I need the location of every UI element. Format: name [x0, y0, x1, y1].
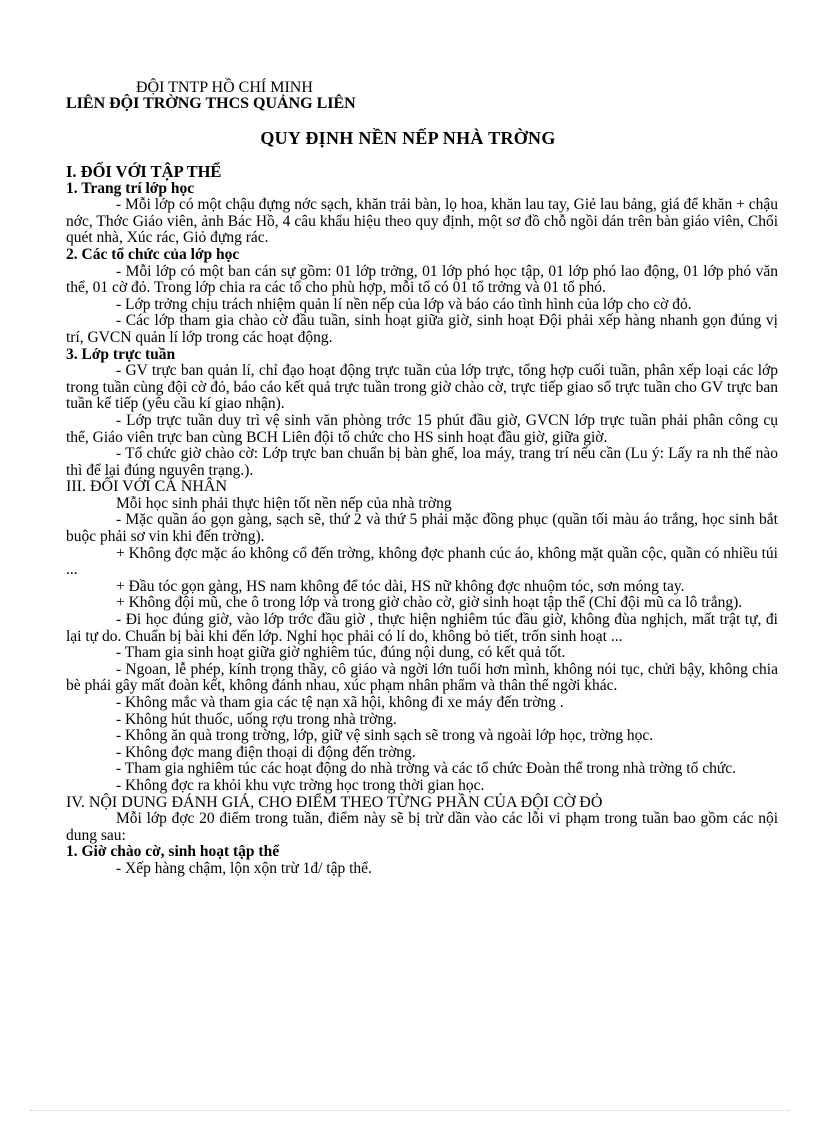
body-paragraph: - Tổ chức giờ chào cờ: Lớp trực ban chuẩn bị bàn ghế, loa máy, trang trí nếu cần (Lu ý: Lấy ra nh thế nào thì để lại đúng nguyên trạng.).	[66, 445, 778, 479]
document-body	[66, 164, 778, 878]
header-organization: ĐỘI TNTP HỒ CHÍ MINH	[136, 79, 313, 96]
body-paragraph: - Xếp hàng chậm, lộn xộn trừ 1đ/ tập thể.	[116, 859, 372, 877]
subsection-heading: 1. Trang trí lớp học	[66, 179, 195, 197]
body-paragraph: - Mỗi lớp có một ban cán sự gồm: 01 lớp trởng, 01 lớp phó học tập, 01 lớp phó lao động, 01 lớp phó văn thể, 01 cờ đỏ. Trong lớp chia ra các tổ cho phù hợp, mỗi tổ có 01 tổ trởng và 01 tổ phó.	[66, 262, 778, 297]
section-heading: III. ĐỐI VỚI CÁ NHÂN	[66, 478, 228, 496]
body-paragraph: - Không hút thuốc, uống rợu trong nhà trờng.	[116, 710, 397, 728]
header-school: LIÊN ĐỘI TRỜNG THCS QUẢNG LIÊN	[66, 95, 356, 112]
body-paragraph: Mỗi lớp đợc 20 điểm trong tuần, điểm này sẽ bị trừ dần vào các lỗi vi phạm trong tuần bao gồm các nội dung sau:	[66, 810, 778, 844]
body-paragraph: - Mặc quần áo gọn gàng, sạch sẽ, thứ 2 và thứ 5 phải mặc đồng phục (quần tối màu áo trắng, học sinh bắt buộc phải sơ vin khi đến trờng).	[66, 511, 778, 546]
body-paragraph: - Đi học đúng giờ, vào lớp trớc đầu giờ , thực hiện nghiêm túc đầu giờ, không đùa nghịch, mất trật tự, đi lại tự do. Chuẩn bị bài khi đến lớp. Nghỉ học phải có lí do, không bỏ tiết, trốn sinh hoạt ...	[66, 611, 778, 645]
subsection-heading: 1. Giờ chào cờ, sinh hoạt tập thể	[66, 843, 280, 861]
body-paragraph: + Không đội mũ, che ô trong lớp và trong giờ chào cờ, giờ sinh hoạt tập thể (Chỉ đội mũ ca lô trắng).	[116, 594, 743, 612]
page-divider	[30, 1110, 790, 1111]
section-heading: I. ĐỐI VỚI TẬP THỂ	[66, 162, 222, 181]
body-paragraph: - Không đợc ra khỏi khu vực trờng học trong thời gian học.	[116, 776, 485, 794]
body-paragraph: - Lớp trực tuần duy trì vệ sinh văn phòng trớc 15 phút đầu giờ, GVCN lớp trực tuần phải phân công cụ thể, Giáo viên trực ban cùng BCH Liên đội tổ chức cho HS sinh hoạt đầu giờ, giữa giờ.	[66, 411, 778, 446]
body-paragraph: Mỗi học sinh phải thực hiện tốt nền nếp của nhà trờng	[116, 494, 452, 512]
body-paragraph: + Không đợc mặc áo không cổ đến trờng, không đợc phanh cúc áo, không mặt quần cộc, quần có nhiều túi ...	[66, 544, 778, 579]
body-paragraph: - GV trực ban quản lí, chỉ đạo hoạt động trực tuần của lớp trực, tổng hợp cuối tuần, phân xếp loại các lớp trong tuần cùng đội cờ đỏ, báo cáo kết quả trực tuần trong giờ chào cờ, trực tiếp giao sổ trực tuần cho GV trực ban tuần kế tiếp (yêu cầu kí giao nhận).	[66, 362, 778, 413]
body-paragraph: + Đầu tóc gọn gàng, HS nam không để tóc dài, HS nữ không đợc nhuộm tóc, sơn móng tay.	[116, 577, 685, 595]
section-heading: IV. NỘI DUNG ĐÁNH GIÁ, CHO ĐIỂM THEO TỪNG PHẦN CỦA ĐỘI CỜ ĐỎ	[66, 793, 603, 811]
body-paragraph: - Tham gia nghiêm túc các hoạt động do nhà trờng và các tổ chức Đoàn thể trong nhà trờng tổ chức.	[116, 760, 736, 778]
body-paragraph: - Không mắc và tham gia các tệ nạn xã hội, không đi xe máy đến trờng .	[116, 694, 564, 711]
body-paragraph: - Mỗi lớp có một chậu đựng nớc sạch, khăn trải bàn, lọ hoa, khăn lau tay, Giẻ lau bảng, giá để khăn + chậu nớc, Thớc Giáo viên, ảnh Bác Hồ, 4 câu khẩu hiệu theo quy định, một sơ đồ chỗ ngồi dán trên bàn giáo viên, Chổi quét nhà, Xúc rác, Giỏ đựng rác.	[66, 196, 778, 247]
document-title: QUY ĐỊNH NỀN NẾP NHÀ TRỜNG	[260, 128, 556, 148]
subsection-heading: 3. Lớp trực tuần	[66, 345, 176, 363]
body-paragraph: - Tham gia sinh hoạt giữa giờ nghiêm túc, đúng nội dung, có kết quả tốt.	[116, 644, 566, 662]
body-paragraph: - Lớp trởng chịu trách nhiệm quản lí nền nếp của lớp và báo cáo tình hình của lớp cho cờ đỏ.	[116, 295, 692, 313]
body-paragraph: - Không ăn quà trong trờng, lớp, giữ vệ sinh sạch sẽ trong và ngoài lớp học, trờng học.	[116, 727, 654, 745]
subsection-heading: 2. Các tổ chức của lớp học	[66, 245, 240, 263]
body-paragraph: - Các lớp tham gia chào cờ đầu tuần, sinh hoạt giữa giờ, sinh hoạt Đội phải xếp hàng nhanh gọn đúng vị trí, GVCN quản lí lớp trong các hoạt động.	[66, 312, 778, 346]
body-paragraph: - Ngoan, lễ phép, kính trọng thầy, cô giáo và ngời lớn tuổi hơn mình, không nói tục, chửi bậy, không chia bè phái gây mất đoàn kết, không đánh nhau, xúc phạm nhân phẩm và thân thể ngời khác.	[66, 660, 778, 695]
body-paragraph: - Không đợc mang điện thoại di động đến trờng.	[116, 743, 416, 761]
